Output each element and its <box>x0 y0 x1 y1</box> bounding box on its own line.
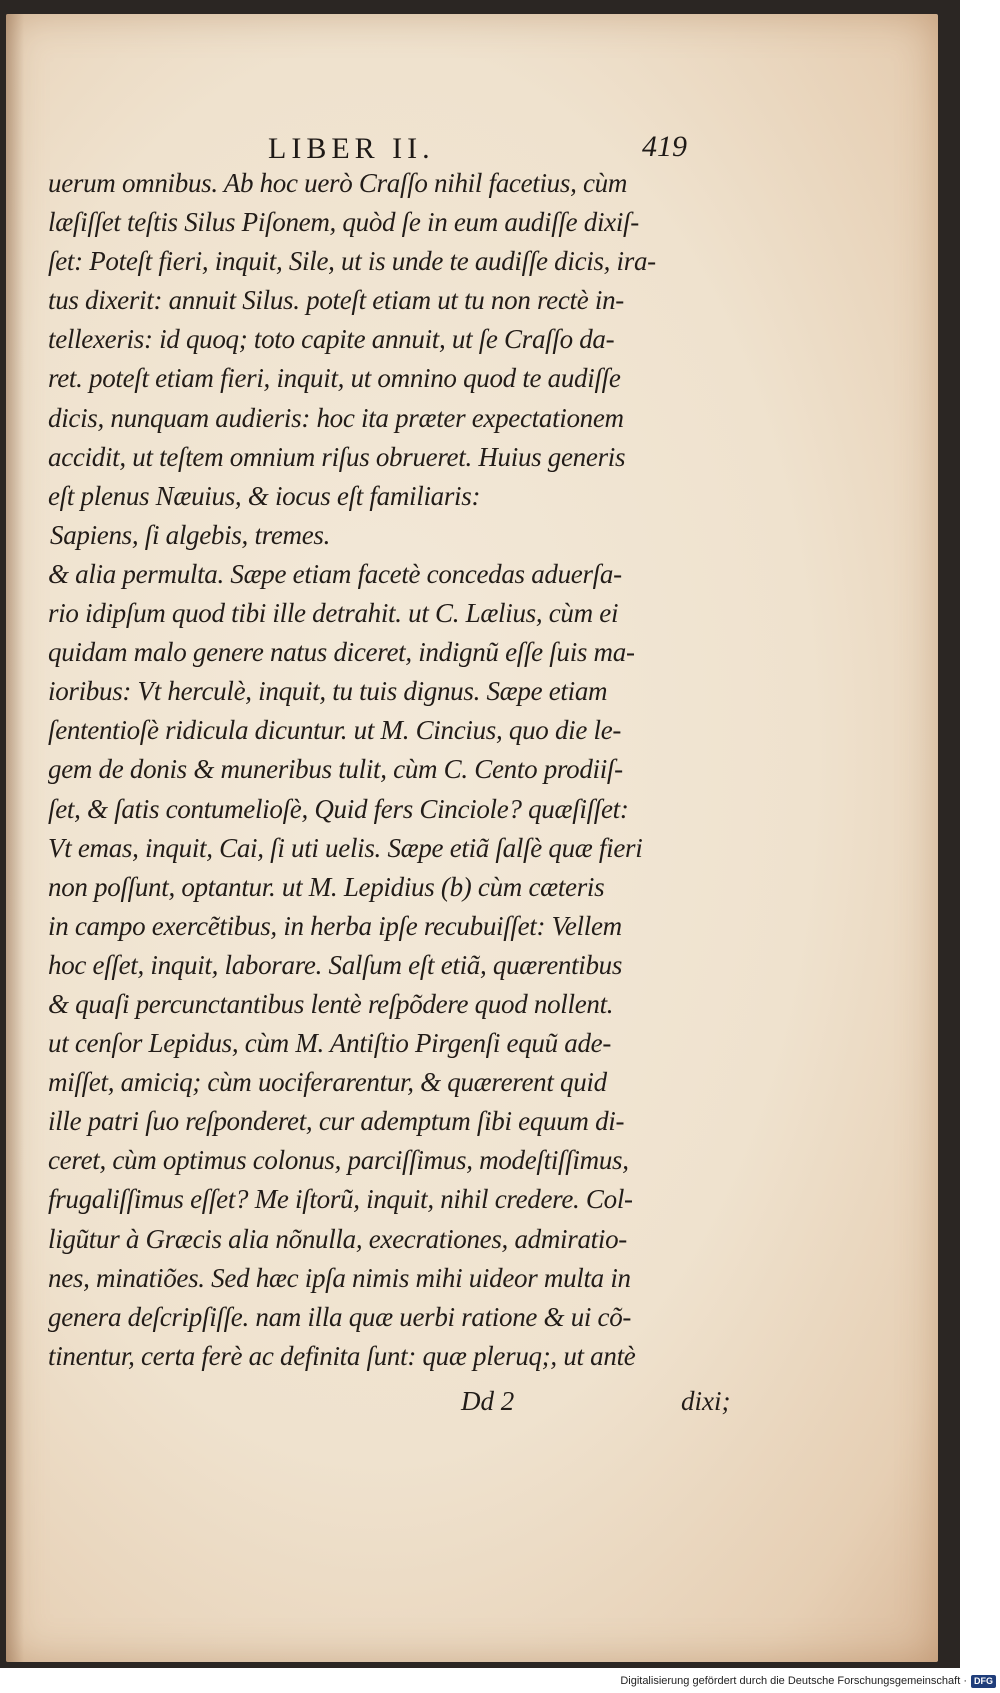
text-line: in campo exercẽtibus, in herba ipſe recubuiſſet: Vellem <box>48 910 622 941</box>
text-line: ſet, & ſatis contumelioſè, Quid fers Cinciole? quæſiſſet: <box>48 793 629 824</box>
text-line: & alia permulta. Sæpe etiam facetè concedas aduerſa- <box>48 558 622 589</box>
text-line: eſt plenus Næuius, & iocus eſt familiaris: <box>48 480 481 511</box>
text-line: & quaſi percunctantibus lentè reſpõdere quod nollent. <box>48 988 614 1019</box>
text-line: gem de donis & muneribus tulit, cùm C. Cento prodiiſ- <box>48 754 623 785</box>
text-line: genera deſcripſiſſe. nam illa quæ uerbi ratione & ui cõ- <box>48 1301 632 1332</box>
text-line: quidam malo genere natus diceret, indignũ eſſe ſuis ma- <box>48 637 635 668</box>
text-line: nes, minatiões. Sed hæc ipſa nimis mihi uideor multa in <box>48 1262 631 1293</box>
body-text <box>48 164 720 1376</box>
text-line: tinentur, certa ferè ac definita ſunt: quæ pleruq;, ut antè <box>48 1340 636 1371</box>
text-line: tus dixerit: annuit Silus. poteſt etiam ut tu non rectè in- <box>48 285 624 316</box>
text-line: ſet: Poteſt fieri, inquit, Sile, ut is unde te audiſſe dicis, ira- <box>48 246 656 277</box>
dfg-logo: DFG <box>971 1675 996 1688</box>
text-line: Vt emas, inquit, Cai, ſi uti uelis. Sæpe etiã ſalſè quæ fieri <box>48 832 643 863</box>
text-line: frugaliſſimus eſſet? Me iſtorũ, inquit, nihil credere. Col- <box>48 1184 633 1215</box>
text-line: miſſet, amiciq; cùm uociferarentur, & quærerent quid <box>48 1067 607 1098</box>
book-page <box>6 14 938 1662</box>
text-line: uerum omnibus. Ab hoc uerò Craſſo nihil facetius, cùm <box>48 168 628 198</box>
digitization-credit <box>620 1671 996 1691</box>
text-line: ſententioſè ridicula dicuntur. ut M. Cincius, quo die le- <box>48 715 622 746</box>
text-line: læſiſſet teſtis Silus Piſonem, quòd ſe in eum audiſſe dixiſ- <box>48 207 639 238</box>
text-line: tellexeris: id quoq; toto capite annuit, ut ſe Craſſo da- <box>48 324 615 355</box>
text-line: dicis, nunquam audieris: hoc ita præter expectationem <box>48 402 624 433</box>
verse-line: Sapiens, ſi algebis, tremes. <box>50 519 331 550</box>
text-line: non poſſunt, optantur. ut M. Lepidius (b) cùm cæteris <box>48 871 605 902</box>
catchword: dixi; <box>681 1386 731 1416</box>
text-line: ille patri ſuo reſponderet, cur ademptum ſibi equum di- <box>48 1106 625 1137</box>
text-line: ceret, cùm optimus colonus, parciſſimus, modeſtiſſimus, <box>48 1145 629 1176</box>
text-line: hoc eſſet, inquit, laborare. Salſum eſt etiã, quærentibus <box>48 949 623 980</box>
text-line: ut cenſor Lepidus, cùm M. Antiſtio Pirgenſi equũ ade- <box>48 1028 612 1059</box>
running-title: LIBER II. <box>268 132 435 165</box>
credit-text: Digitalisierung gefördert durch die Deutsche Forschungsgemeinschaft · <box>620 1675 967 1687</box>
text-line: ioribus: Vt herculè, inquit, tu tuis dignus. Sæpe etiam <box>48 676 608 707</box>
text-line: rio idipſum quod tibi ille detrahit. ut C. Lælius, cùm ei <box>48 598 619 629</box>
text-line: ligũtur à Græcis alia nõnulla, execrationes, admiratio- <box>48 1223 627 1254</box>
page-number: 419 <box>642 130 687 163</box>
page-foot <box>6 1386 938 1426</box>
signature-mark: Dd 2 <box>461 1386 515 1416</box>
text-line: accidit, ut teſtem omnium riſus obrueret. Huius generis <box>48 441 626 472</box>
text-line: ret. poteſt etiam fieri, inquit, ut omnino quod te audiſſe <box>48 363 621 394</box>
